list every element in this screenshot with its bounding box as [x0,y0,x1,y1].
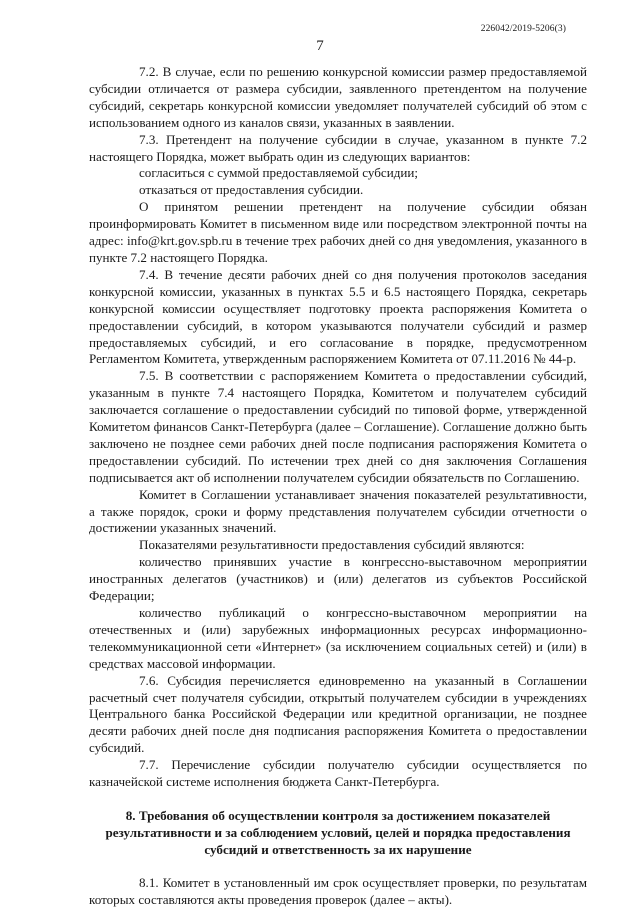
paragraph-8-1: 8.1. Комитет в установленный им срок осуществляет проверки, по результатам которых составляются акты проведения проверок (далее – акты). [89,874,587,907]
paragraph-7-5-indicators: Комитет в Соглашении устанавливает значения показателей результативности, а также порядок, сроки и форму представления получателем субсидии отчетности о достижении указанных значений. [89,486,587,536]
paragraph-7-7: 7.7. Перечисление субсидии получателю субсидии осуществляется по казначейской системе исполнения бюджета Санкт-Петербурга. [89,757,587,790]
paragraph-7-5-indicators-list-intro: Показателями результативности предоставления субсидий являются: [139,537,525,553]
page-number: 7 [316,38,324,54]
document-body [89,64,587,909]
paragraph-7-3-option-2: отказаться от предоставления субсидии. [139,182,364,198]
section-8-title: 8. Требования об осуществлении контроля за достижением показателей результативности и за соблюдением условий, целей и порядка предоставления субсидий и ответственность за их нарушение [105,807,571,857]
paragraph-7-2: 7.2. В случае, если по решению конкурсной комиссии размер предоставляемой субсидии отличается от размера субсидии, заявленного претендентом на получение субсидий, секретарь конкурсной комиссии уведомляет получателей субсидий об этом с использованием одного из каналов связи, указанных в заявлении. [89,64,587,130]
paragraph-7-3-option-1: согласиться с суммой предоставляемой субсидии; [139,165,419,181]
document-number: 226042/2019-5206(3) [480,24,566,34]
paragraph-7-5-indicator-delegates: количество принявших участие в конгрессно-выставочном мероприятии иностранных делегатов (участников) и (или) делегатов из субъектов Российской Федерации; [89,554,587,604]
paragraph-7-3: 7.3. Претендент на получение субсидии в случае, указанном в пункте 7.2 настоящего Порядка, может выбрать один из следующих вариантов: [89,131,587,164]
paragraph-7-5: 7.5. В соответствии с распоряжением Комитета о предоставлении субсидий, указанным в пункте 7.4 настоящего Порядка, Комитетом и получателем субсидий заключается соглашение о предоставлении субсидий по типовой форме, утвержденной Комитетом финансов Санкт-Петербурга (далее – Соглашение). Соглашение должно быть заключено не позднее семи рабочих дней после подписания распоряжения Комитета о предоставлении субсидий. По истечении трех дней со дня заключения Соглашения подписывается акт об исполнении получателем субсидии обязательств по Соглашению. [89,368,587,485]
paragraph-7-6: 7.6. Субсидия перечисляется единовременно на указанный в Соглашении расчетный счет получателя субсидии, открытый получателем субсидии в учреждениях Центрального банка Российской Федерации или кредитной организации, не позднее десяти рабочих дней после дня подписания распоряжения Комитета о предоставлении субсидий. [89,672,587,756]
paragraph-7-5-indicator-publications: количество публикаций о конгрессно-выставочном мероприятии на отечественных и (или) зарубежных информационных ресурсах информационно-телекоммуникационной сети «Интернет» (за исключением социальных сетей) и (или) в средствах массовой информации. [89,605,587,671]
paragraph-7-4: 7.4. В течение десяти рабочих дней со дня получения протоколов заседания конкурсной комиссии, указанных в пунктах 5.5 и 6.5 настоящего Порядка, секретарь конкурсной комиссии осуществляет подготовку проекта распоряжения Комитета о предоставлении субсидий, в котором указываются получатели субсидий и размер предоставляемых субсидий, и его согласование в порядке, предусмотренном Регламентом Комитета, утвержденным распоряжением Комитета от 07.11.2016 № 44-р. [89,266,587,367]
paragraph-7-3-info: О принятом решении претендент на получение субсидии обязан проинформировать Комитет в письменном виде или посредством электронной почты на адрес: info@krt.gov.spb.ru в течение трех рабочих дней со дня уведомления, указанного в пункте 7.2 настоящего Порядка. [89,199,587,265]
